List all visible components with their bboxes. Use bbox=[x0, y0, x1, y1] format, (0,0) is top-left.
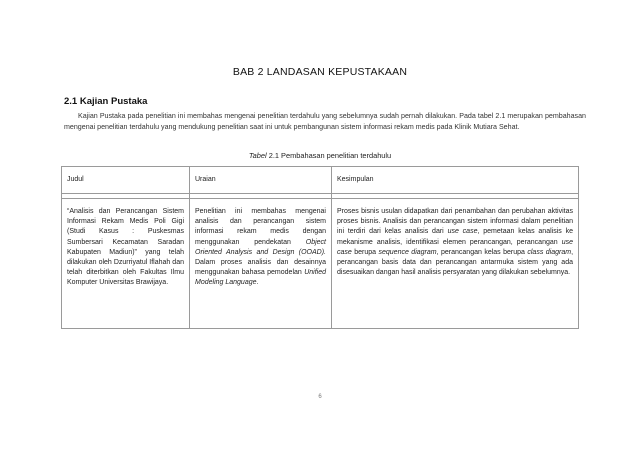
uraian-text-3: . bbox=[256, 279, 259, 287]
cell-judul: “Analisis dan Perancangan Sistem Informasi Rekam Medis Poli Gigi (Studi Kasus : Puskesmas Sumbersari Kecamatan Saradan Kabupaten Madiun)” yang telah dilakukan oleh Dzurriyatul Iflahah dan telah diterbitkan oleh Fakultas Ilmu Komputer Universitas Brawijaya. bbox=[62, 199, 190, 329]
section-title: 2.1 Kajian Pustaka bbox=[64, 96, 148, 107]
literature-table bbox=[61, 166, 579, 329]
page-number: 6 bbox=[318, 394, 322, 400]
uraian-text-2: Dalam proses analisis dan desainnya menggunakan bahasa pemodelan bbox=[195, 259, 326, 277]
kesimpulan-italic-3: sequence diagram bbox=[378, 248, 437, 256]
table-caption-number: 2.1 bbox=[268, 151, 279, 160]
header-judul: Judul bbox=[62, 167, 190, 194]
table-caption-text: Pembahasan penelitian terdahulu bbox=[281, 151, 392, 160]
table-header-row bbox=[62, 167, 579, 194]
kesimpulan-text-1: Proses bisnis usulan didapatkan dari penambahan dan perubahan aktivitas proses bisnis. Analisis dan perancangan sistem informasi dalam penelitian ini terdiri dari kelas analisis dari bbox=[337, 208, 573, 236]
kesimpulan-text-5: , perancangan basis data dan perancangan antarmuka sistem yang ada disesuaikan dangan hasil analisis persyaratan yang dilakukan sebelumnya. bbox=[337, 248, 574, 277]
uraian-italic-1: Object Oriented Analysis and Design (OOAD). bbox=[195, 238, 326, 256]
kesimpulan-text-4: , perancangan kelas berupa bbox=[436, 248, 528, 256]
intro-paragraph: Kajian Pustaka pada penelitian ini membahas mengenai penelitian terdahulu yang sebelumnya sudah pernah dilakukan. Pada tabel 2.1 merupakan pembahasan mengenai penelitian terdahulu yang mendukung penelitian saat ini untuk pembangunan sistem informasi rekam medis pada Klinik Mutiara Sehat. bbox=[64, 112, 586, 131]
uraian-italic-2: Unified Modeling Language bbox=[195, 269, 326, 287]
kesimpulan-text-2: , pemetaan kelas analisis ke mekanisme analisis, identifikasi elemen perancangan, perancangan bbox=[337, 228, 573, 246]
cell-uraian bbox=[190, 199, 332, 329]
table-row bbox=[62, 199, 579, 329]
uraian-text-1: Penelitian ini membahas mengenai analisis dan perancangan sistem informasi rekam medis dengan menggunakan pendekatan bbox=[195, 208, 326, 246]
kesimpulan-italic-4: class diagram bbox=[527, 248, 572, 256]
kesimpulan-italic-1: use case bbox=[447, 228, 478, 236]
table-caption-label: Tabel bbox=[248, 151, 267, 160]
table-caption bbox=[0, 151, 640, 160]
header-kesimpulan: Kesimpulan bbox=[332, 167, 579, 194]
header-uraian: Uraian bbox=[190, 167, 332, 194]
kesimpulan-italic-2: use case bbox=[337, 238, 573, 256]
cell-kesimpulan bbox=[332, 199, 579, 329]
chapter-title: BAB 2 LANDASAN KEPUSTAKAAN bbox=[232, 66, 408, 78]
kesimpulan-text-3: berupa bbox=[351, 248, 379, 256]
